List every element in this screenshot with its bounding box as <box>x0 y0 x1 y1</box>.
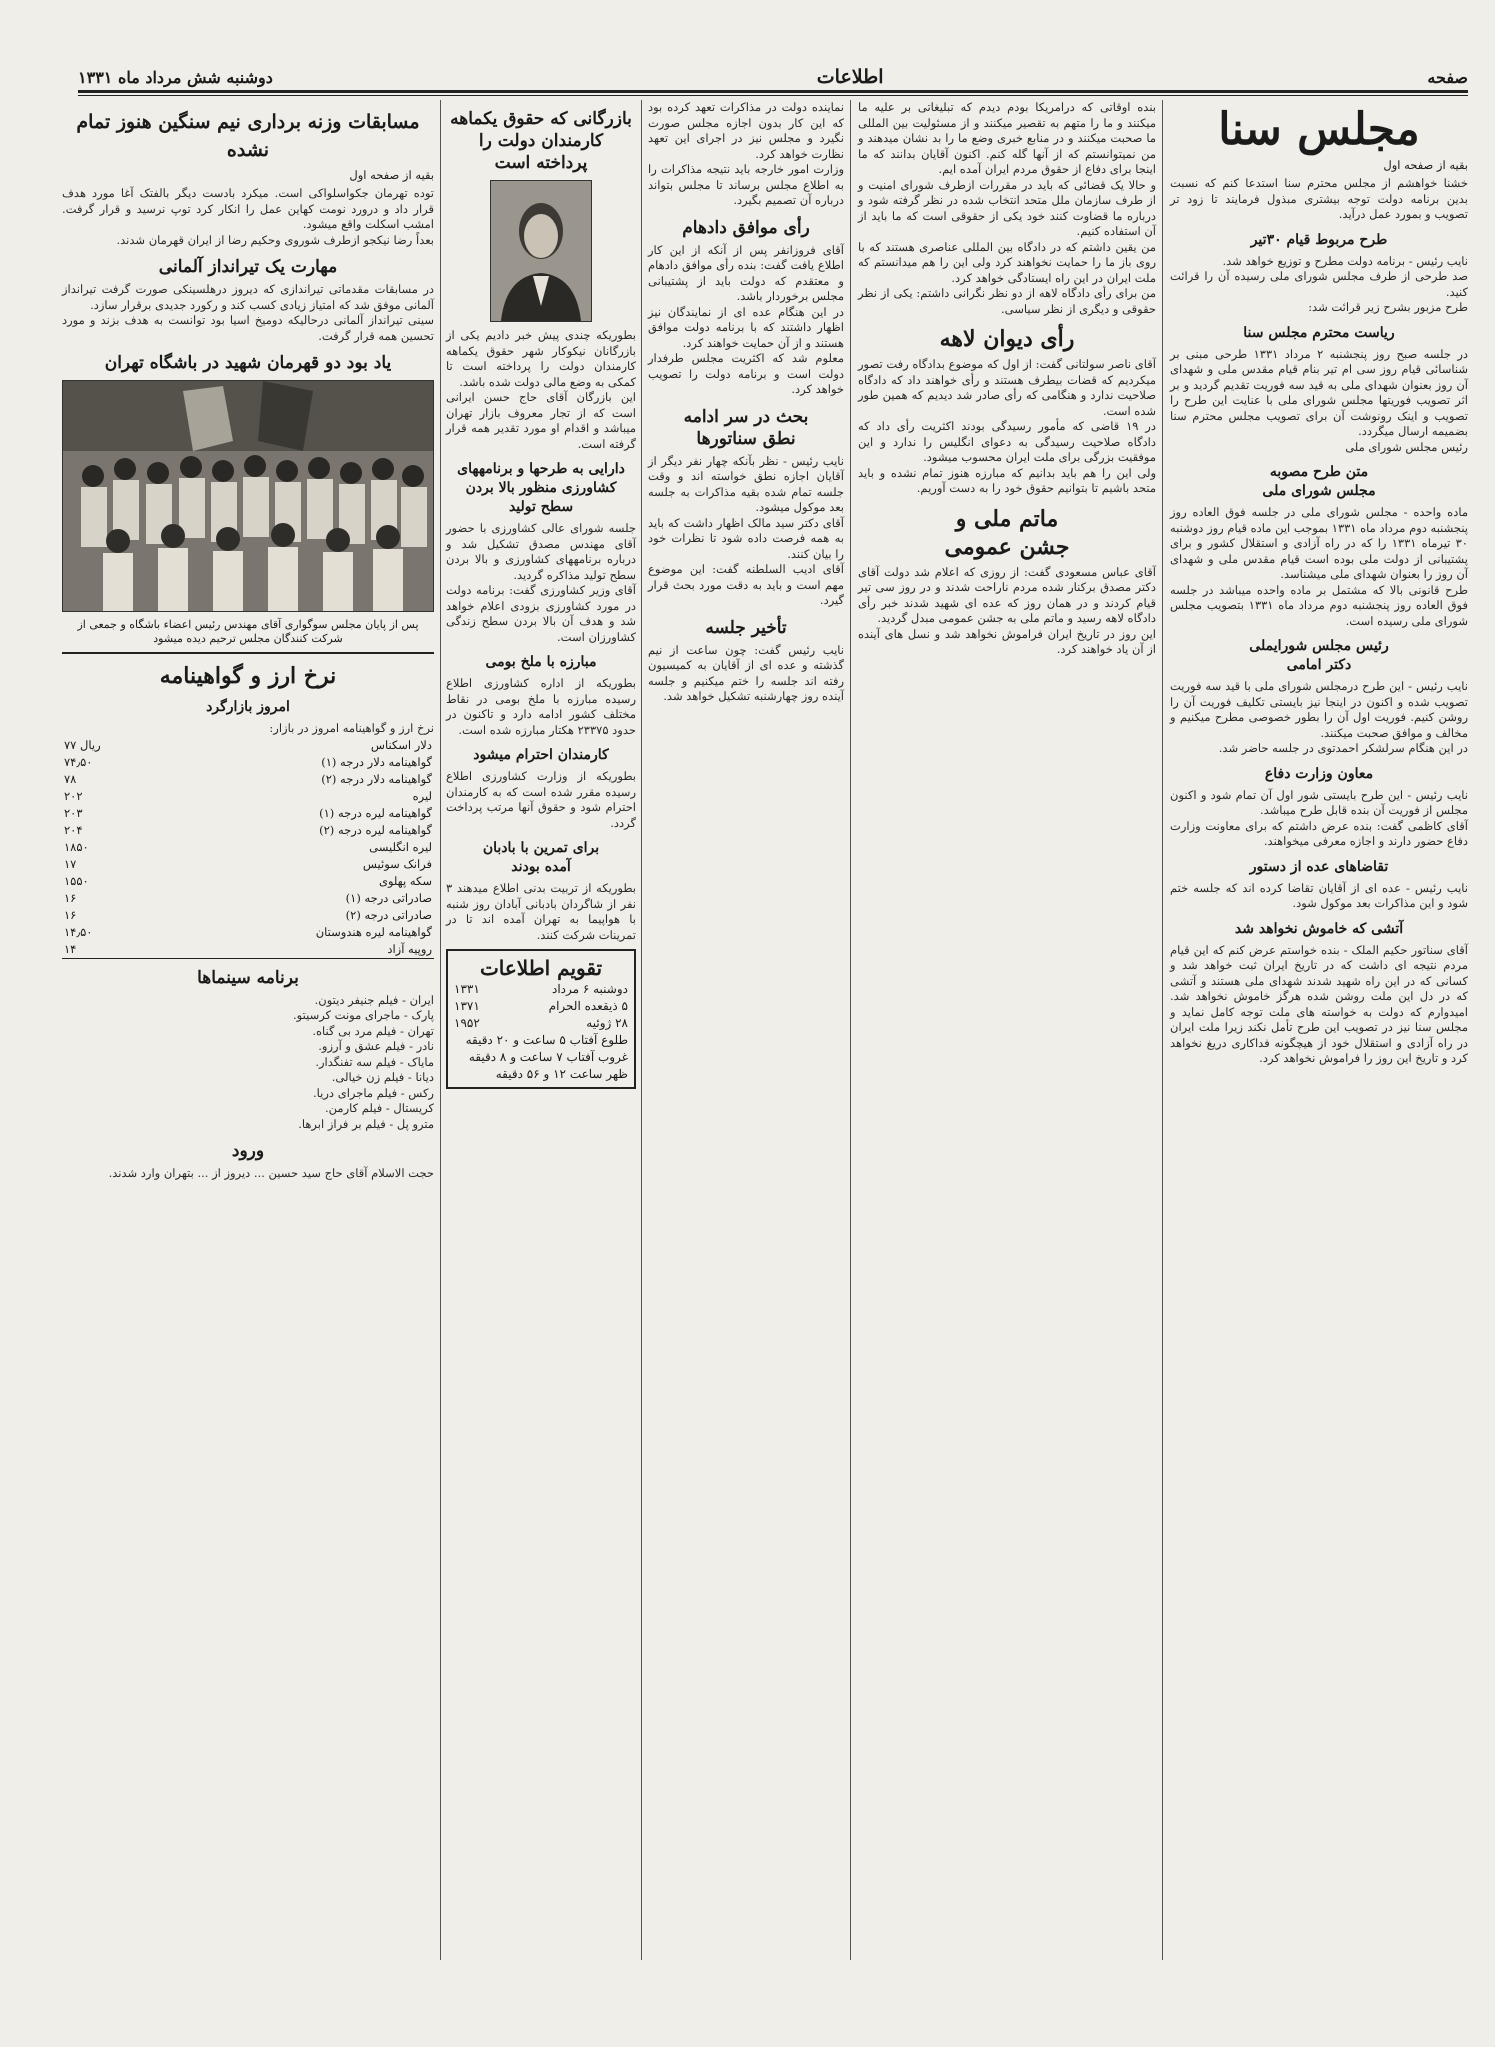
rate-row <box>62 754 434 771</box>
column-debate <box>644 100 844 1960</box>
rate-row <box>62 788 434 805</box>
senate-continued: بقیه از صفحه اول <box>1383 158 1468 172</box>
campaign-heading: مبارزه با ملخ بومی <box>485 654 597 670</box>
rate-name: گواهینامه لیره درجه (۲) <box>319 822 432 837</box>
calendar-row <box>454 981 628 998</box>
rate-value: ۱۴ <box>64 941 77 956</box>
col4-text-3: بطوریکه از اداره کشاورزی اطلاع رسیده مبارزه با ملخ بومی در نقاط مختلف کشور ادامه دارد و تاکنون در حدود ۲۳۳۷۵ هکتار مبارزه شده است. <box>442 676 636 737</box>
column-divider <box>1162 100 1163 1960</box>
senate-para-2: نایب رئیس - برنامه دولت مطرح و توزیع خواهد شد. صد طرحی از طرف مجلس شورای ملی رسیده آن را قرائت کنید. طرح مزبور بشرح زیر قرائت شد: <box>1170 253 1468 314</box>
rate-name: فرانک سوئیس <box>362 856 432 871</box>
rates-box <box>62 652 434 959</box>
rate-name: لیره <box>412 788 432 803</box>
respect-heading: کارمندان احترام میشود <box>473 747 609 763</box>
rate-name: دلار اسکناس <box>370 737 432 752</box>
rate-name: صادراتی درجه (۲) <box>345 907 432 922</box>
delay-heading: تأخیر جلسه <box>705 617 787 638</box>
rate-value: ۱۵۵۰ <box>64 873 89 888</box>
rate-row <box>62 839 434 856</box>
rate-row <box>62 890 434 907</box>
col2-text-2: آقای ناصر سولتانی گفت: از اول که موضوع بدادگاه رفت تصور میکردیم که قضات بیطرف هستند و رأی خواهند داد که دادگاه صلاحیت ندارد و هنگامی که رأی صادر شد دیدیم که همین طور شده است. در ۱۹ قاضی که مأمور رسیدگی بودند اکثریت رأی داد که دادگاه صلاحیت رسیدگی به دعوای انگلیس را ندارد و این موفقیت بزرگی برای ملت ایران محسوب میشود. ولی این را هم باید بدانیم که مبارزه هنوز تمام نشده و باید متحد باشیم تا بتوانیم حقوق خود را به دست آوریم. <box>858 357 1156 495</box>
column-merchant <box>442 100 636 1960</box>
arrival-heading: ورود <box>231 1141 265 1161</box>
rate-value: ۲۰۲ <box>64 788 83 803</box>
rate-row <box>62 941 434 958</box>
column-sports <box>62 100 434 1960</box>
photo-heading: یاد بود دو قهرمان شهید در باشگاه تهران <box>104 353 392 373</box>
col4-text-1: بطوریکه چندی پیش خبر دادیم یکی از بازرگانان نیکوکار شهر حقوق یکماهه کارمندان دولت را پرداخته است تا کمکی به وضع مالی دولت شده باشد. این بازرگان آقای حاج حسن ایرانی است که از تجار معروف بازار تهران میباشد و اقدام او مورد تقدیر همه قرار گرفته است. <box>446 328 636 451</box>
rate-value: ۲۰۴ <box>64 822 83 837</box>
rates-subheading: امروز بازارگرد <box>206 699 290 715</box>
senate-para-6: نایب رئیس - این طرح بایستی شور اول آن تمام شود و اکنون مجلس از فوریت آن بنده قابل طرح میباشد. آقای کاظمی گفت: بنده عرض داشتم که برای معاونت وزارت دفاع حضور دارند و اجازه معرفی میخواهند. <box>1170 787 1468 848</box>
calendar-rows <box>454 981 628 1083</box>
col2-text-1: بنده اوقاتی که درامریکا بودم دیدم که تبلیغاتی بر علیه ما میکنند و ما را متهم به تقصیر میکنند و از مسئولیت بین المللی ما صحبت میکنند و در منابع خبری وضع ما را بد نشان میدهند و من نمیتوانستم که از آنها گله کنم. اکنون آقایان بدانند که ما اینجا برای دفاع از حقوق مردم ایران آمده ایم. و حالا یک قضائی که باید در مقررات ازطرف شورای امنیت و از طرف سازمان ملل متحد انتخاب شده در نظر گرفته شود و درباره ما قضاوت کنند خود یکی از حقوقی است که ما باید از آن استفاده کنیم. من یقین داشتم که در دادگاه بین المللی عناصری هستند که با روی باز ما را حمایت نخواهند کرد ولی این را هم میدانستم که ملت ایران در این راه ایستادگی خواهد کرد. من برای رأی دادگاه لاهه از دو نظر نگرانی داشتم: یکی از نظر حقوقی و دیگری از نظر سیاسی. <box>858 100 1156 316</box>
rate-value: ۱۶ <box>64 890 77 905</box>
rate-row <box>62 873 434 890</box>
col4-text-5: بطوریکه از تربیت بدنی اطلاع میدهند ۳ نفر از شاگردان بادبانی آبادان روز شنبه با هواپیما به تهران آمده اند تا در تمرینات شرکت کنند. <box>442 881 636 942</box>
col3-text-2: آقای فروزانفر پس از آنکه از این کار اطلاع یافت گفت: بنده رأی موافق دادهام و معتقدم که دولت باید از پشتیبانی مجلس برخوردار باشد. در این هنگام عده ای از نمایندگان نیز اظهار داشتند که با برنامه دولت موافق هستند و از آن حمایت خواهند کرد. معلوم شد که اکثریت مجلس طرفدار دولت است و برنامه دولت را تصویب خواهد کرد. <box>648 242 844 396</box>
calendar-row-label: غروب آفتاب ۷ ساعت و ۸ دقیقه <box>468 1050 628 1064</box>
rate-value: ۱۸۵۰ <box>64 839 89 854</box>
paper-name: اطلاعات <box>816 66 884 88</box>
calendar-row <box>454 998 628 1015</box>
sports-continued: بقیه از صفحه اول <box>349 168 434 182</box>
calendar-row-label: دوشنبه ۶ مرداد <box>551 982 628 996</box>
calendar-row <box>454 1032 628 1049</box>
rate-row <box>62 805 434 822</box>
rate-row <box>62 856 434 873</box>
senate-para-1: خشنا خواهشم از مجلس محترم سنا استدعا کنم که نسبت بدین برنامه دولت توجه بیشتری مبذول فرمایند تا زود تر تصویب و بمورد عمل درآید. <box>1166 176 1468 221</box>
col5-text-2: در مسابقات مقدماتی تیراندازی که دیروز درهلسینکی صورت گرفت تیرانداز آلمانی موفق شد که امتیاز زیادی کسب کند و رکورد جدیدی برقرار سازد. سینی تیرانداز آلمانی درحالیکه دومیخ اسیا بود توانست به هدف بزند و مورد تحسین همه قرار گرفت. <box>62 282 434 343</box>
senate-para-4: ماده واحده - مجلس شورای ملی در جلسه فوق العاده روز پنجشنبه دوم مرداد ماه ۱۳۳۱ بموجب این ماده قیام روز دوشنبه ۳۰ تیرماه ۱۳۳۱ را که در راه آزادی و استقلال کشور و برای پشتیبانی از دولت ملی بوده است قیام مقدس ملی و شهدای آن روز را بعنوان شهدای ملی میشناسد. طرح قانونی بالا که مشتمل بر ماده واحده میباشد در جلسه فوق العاده روز پنجشنبه دوم مرداد ماه ۱۳۳۱ بتصویب مجلس شورای ملی رسیده است. <box>1170 505 1468 628</box>
column-divider <box>641 100 642 1960</box>
rate-row <box>62 924 434 941</box>
hague-heading: رأی دیوان لاهه <box>939 326 1075 352</box>
senate-heading-chair: رئیس مجلس شورایملی دکتر امامی <box>1249 638 1389 673</box>
calendar-row-value: ۱۹۵۲ <box>454 1016 480 1030</box>
rates-intro: نرخ ارز و گواهینامه امروز در بازار: <box>269 721 434 735</box>
calendar-row-value: ۱۳۷۱ <box>454 999 480 1013</box>
masthead-rule <box>78 90 1468 93</box>
col3-text-1: نماینده دولت در مذاکرات تعهد کرده بود که این کار بدون اجازه مجلس صورت نگیرد و مجلس نیز در اجرای این تعهد نظارت خواهد کرد. وزارت امور خارجه باید نتیجه مذاکرات را به اطلاع مجلس برساند تا مجلس بتواند درباره آن تصمیم بگیرد. <box>648 100 844 207</box>
calendar-row-label: طلوع آفتاب ۵ ساعت و ۲۰ دقیقه <box>465 1033 628 1047</box>
senate-para-5: نایب رئیس - این طرح درمجلس شورای ملی با قید سه فوریت تصویب شده و اکنون در اینجا نیز بایستی تکلیف فوریت آن را روشن کنیم. فوریت اول آن را بطور خصوصی مطرح میکنیم و مخالف و موافق صحبت میکنند. در این هنگام سرلشکر احمدتوی در جلسه حاضر شد. <box>1170 679 1468 755</box>
pact-heading: دارایی به طرحها و برنامههای کشاورزی منظور بالا بردن سطح تولید <box>457 461 625 515</box>
agree-heading: رأی موافق دادهام <box>682 217 810 238</box>
senate-heading-defense: معاون وزارت دفاع <box>1264 765 1374 782</box>
senate-heading-approved: متن طرح مصوبه مجلس شورای ملی <box>1262 464 1376 499</box>
rate-name: گواهینامه لیره هندوستان <box>315 924 432 939</box>
col3-text-3: نایب رئیس - نظر بآنکه چهار نفر دیگر از آقایان اجازه نطق خواسته اند و وقت جلسه تمام شده بقیه مذاکرات به جلسه بعد موکول میشود. آقای دکتر سید مالک اظهار داشت که باید به همه فرصت داده شود تا نظرات خود را بیان کنند. آقای ادیب السلطنه گفت: این موضوع مهم است و باید به دقت مورد بحث قرار گیرد. <box>648 453 844 607</box>
debate-heading: بحث در سر ادامه نطق سناتورها <box>683 406 809 449</box>
senate-heading-presidency: ریاست محترم مجلس سنا <box>1243 324 1395 341</box>
calendar-row <box>454 1049 628 1066</box>
column-divider <box>850 100 851 1960</box>
arrival-text: حجت الاسلام آقای حاج سید حسین ... دیروز از ... بتهران وارد شدند. <box>108 1166 434 1180</box>
senate-heading-30tir: طرح مربوط قیام ۳۰تیر <box>1250 231 1388 248</box>
mourning-heading: ماتم ملی و جشن عمومی <box>944 505 1070 560</box>
cinema-heading: برنامه سینماها <box>197 967 299 988</box>
group-photo-icon <box>63 381 433 611</box>
col3-text-4: نایب رئیس گفت: چون ساعت از نیم گذشته و عده ای از آقایان به کمیسیون رفته اند جلسه را ختم میکنیم و جلسه آینده روز چهارشنبه تشکیل خواهد شد. <box>644 642 844 703</box>
portrait-photo <box>490 180 592 322</box>
rate-row <box>62 907 434 924</box>
rate-name: صادراتی درجه (۱) <box>345 890 432 905</box>
senate-title: مجلس سنا <box>1218 104 1420 155</box>
senate-para-8: آقای سناتور حکیم الملک - بنده خواستم عرض کنم که این قیام مردم نتیجه ای داشت که در تاریخ ایران ثبت خواهد شد و کسانی که در این راه شهید شدند شهدای ملی هستند و آتشی که در دل این ملت روشن شده هرگز خاموش نخواهد شد. امیدوارم که دولت به خواسته های ملت توجه کامل نماید و مجلس سنا نیز در تصویب این طرح تأمل نکند زیرا ملت ایران در راه آزادی و استقلال خود از هیچگونه فداکاری دریغ نخواهد کرد و تاریخ این روز را فراموش نخواهد کرد. <box>1166 942 1468 1065</box>
rate-value: ۱۴٫۵۰ <box>64 924 93 939</box>
senate-para-3: در جلسه صبح روز پنجشنبه ۲ مرداد ۱۳۳۱ طرحی مبنی بر شناسائی قیام روز سی ام تیر بنام قیام مقدس ملی و شهدای آن روز بعنوان شهدای ملی به قید سه فوریت تقدیم گردید و بر اثر تصویب فوریتها مجلس شورای ملی با عنایت این طرح را تصویب و اینک رونوشت آن برای تصویب مجلس محترم سنا بضمیمه ارسال میگردد. رئیس مجلس شورای ملی <box>1170 346 1469 454</box>
col2-text-3: آقای عباس مسعودی گفت: از روزی که اعلام شد دولت آقای دکتر مصدق برکنار شده مردم ناراحت شدند و در روز سی تیر قیام کردند و در همان روز که عده ای شهید شدند خبر رأی دادگاه لاهه رسید و ماتم ملی به جشن عمومی مبدل گردید. این روز در تاریخ ایران فراموش نخواهد شد و نسل های آینده از آن یاد خواهند کرد. <box>858 564 1156 656</box>
page-label: صفحه <box>1427 67 1468 87</box>
rate-row <box>62 771 434 788</box>
rate-name: گواهینامه دلار درجه (۱) <box>321 754 432 769</box>
portrait-figure-icon <box>491 181 591 321</box>
rate-value: ۷۴٫۵۰ <box>64 754 93 769</box>
col4-text-2: جلسه شورای عالی کشاورزی با حضور آقای مهندس مصدق تشکیل شد و درباره برنامههای کشاورزی و بالا بردن سطح تولید مذاکره گردید. آقای وزیر کشاورزی گفت: برنامه دولت در مورد کشاورزی بزودی اعلام خواهد شد و هدف آن بالا بردن سطح زندگی کشاورزان است. <box>446 521 636 644</box>
rate-value: ۱۶ <box>64 907 77 922</box>
group-photo-caption: پس از پایان مجلس سوگواری آقای مهندس رئیس اعضاء باشگاه و جمعی از شرکت کنندگان مجلس ترحیم دیده میشود <box>77 618 419 645</box>
rate-value: ۷۷ ریال <box>64 737 101 752</box>
calendar-row-label: ظهر ساعت ۱۲ و ۵۶ دقیقه <box>495 1067 628 1081</box>
rate-value: ۱۷ <box>64 856 77 871</box>
rate-row <box>62 822 434 839</box>
issue-date: دوشنبه شش مرداد ماه ۱۳۳۱ <box>78 67 273 87</box>
rate-name: لیره انگلیسی <box>369 839 432 854</box>
calendar-row-label: ۵ ذیقعده الحرام <box>548 999 628 1013</box>
calendar-title: تقویم اطلاعات <box>479 956 603 980</box>
rate-value: ۷۸ <box>64 771 77 786</box>
merchant-headline: بازرگانی که حقوق یکماهه کارمندان دولت را پرداخته است <box>450 109 632 173</box>
rates-table <box>62 737 434 958</box>
masthead <box>78 66 1468 88</box>
calendar-row <box>454 1015 628 1032</box>
cinema-list: ایران - فیلم جنیفر دیتون. پارک - ماجرای مونت کرسیتو. تهران - فیلم مرد بی گناه. نادر - فیلم عشق و آرزو. مایاک - فیلم سه تفنگدار. دیانا - فیلم زن خیالی. رکس - فیلم ماجرای دریا. کریستال - فیلم کارمن. مترو پل - فیلم بر فراز ابرها. <box>293 992 434 1131</box>
column-divider <box>440 100 441 1960</box>
calendar-row <box>454 1066 628 1083</box>
calendar-row-value: ۱۳۳۱ <box>454 982 480 996</box>
masthead-rule-thin <box>78 95 1468 96</box>
senate-heading-silence: آتشی که خاموش نخواهد شد <box>1234 920 1404 937</box>
training-heading: برای تمرین با بادبان آمده بودند <box>482 840 600 875</box>
calendar-box <box>446 949 636 1089</box>
calendar-row-label: ۲۸ ژوئیه <box>586 1016 628 1030</box>
rate-name: روپیه آزاد <box>387 941 432 956</box>
col5-text-1: توده تهرمان جکواسلواکی است. میکرد بادست دیگر بالفتک آغا مورد هدف قرار داد و درورد نومت کهاین عمل را انکار کرد توپ نرسید و قرار گرفت. امشب اسکلت واقع میشود. بعداً رضا نیکجو ازطرف شوروی وحکیم رضا از ایران قهرمان شدند. <box>62 186 434 247</box>
weightlifting-headline: مسابقات وزنه برداری نیم سنگین هنوز تمام نشده <box>76 111 420 161</box>
column-senate <box>1166 100 1469 1960</box>
group-photo <box>62 380 434 612</box>
col4-text-4: بطوریکه از وزارت کشاورزی اطلاع رسیده مقرر شده است که به کارمندان احترام شود و حقوق آنها مرتب پرداخت گردد. <box>442 769 636 830</box>
rate-name: گواهینامه لیره درجه (۱) <box>319 805 432 820</box>
rate-value: ۲۰۳ <box>64 805 83 820</box>
column-hague <box>858 100 1156 1960</box>
rate-name: سکه پهلوی <box>378 873 432 888</box>
senate-heading-requests: تقاضاهای عده از دستور <box>1249 858 1389 875</box>
rate-row <box>62 737 434 754</box>
rate-name: گواهینامه دلار درجه (۲) <box>321 771 432 786</box>
shooting-heading: مهارت یک تیرانداز آلمانی <box>158 257 338 277</box>
senate-para-7: نایب رئیس - عده ای از آقایان تقاضا کرده اند که جلسه ختم شود و این مذاکرات بعد موکول شود. <box>1166 880 1468 910</box>
rates-heading: نرخ ارز و گواهینامه <box>159 663 337 689</box>
